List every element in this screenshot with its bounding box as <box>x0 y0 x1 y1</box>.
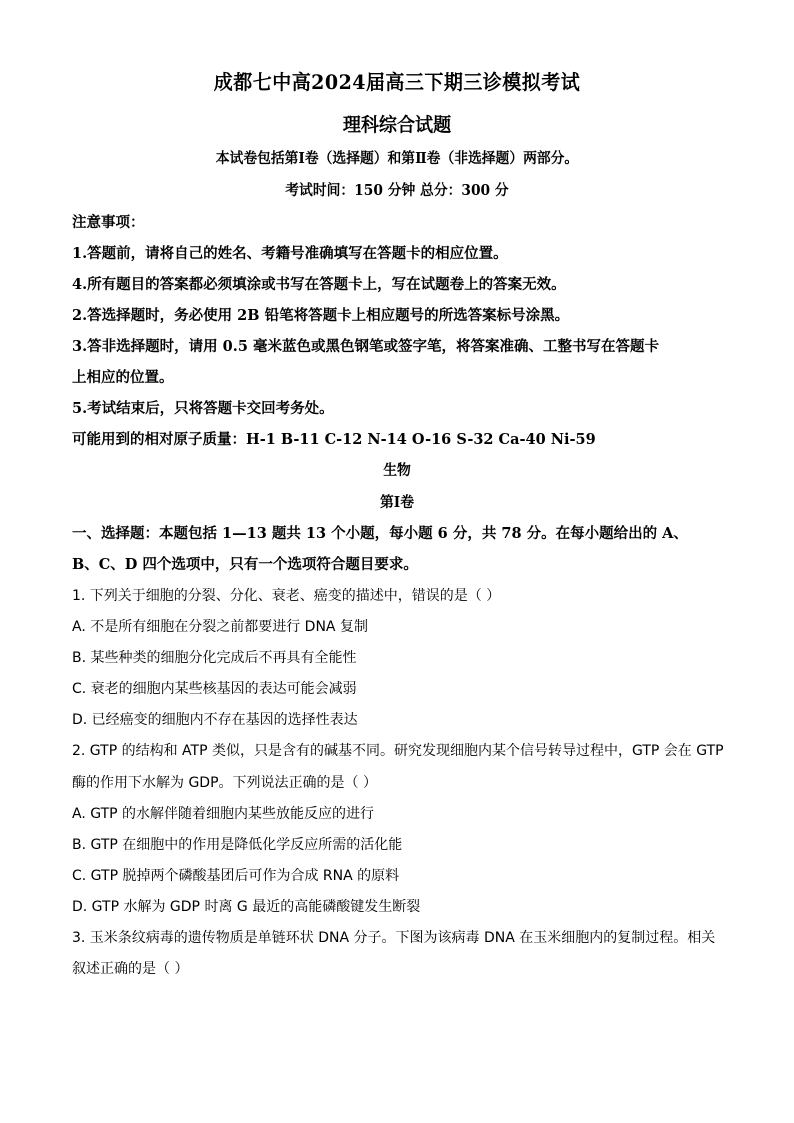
note-item-continued: 上相应的位置。 <box>72 369 174 386</box>
notes-heading: 注意事项： <box>72 214 145 231</box>
question-2-stem: 2. GTP 的结构和 ATP 类似，只是含有的碱基不同。研究发现细胞内某个信号转导过程中，GTP 会在 GTP <box>72 743 724 759</box>
exam-subtitle: 理科综合试题 <box>342 114 452 136</box>
question-1-stem: 1. 下列关于细胞的分裂、分化、衰老、癌变的描述中，错误的是（ ） <box>72 588 501 604</box>
question-2-option-d: D. GTP 水解为 GDP 时离 G 最近的高能磷酸键发生断裂 <box>72 899 421 915</box>
exam-intro: 本试卷包括第Ⅰ卷（选择题）和第Ⅱ卷（非选择题）两部分。 <box>215 150 579 167</box>
question-2-option-b: B. GTP 在细胞中的作用是降低化学反应所需的活化能 <box>72 837 403 853</box>
atomic-masses: 可能用到的相对原子质量：H-1 B-11 C-12 N-14 O-16 S-32 Ca-40 Ni-59 <box>72 431 596 448</box>
note-item: 5.考试结束后，只将答题卡交回考务处。 <box>72 400 334 417</box>
question-3-stem-continued: 叙述正确的是（ ） <box>72 961 189 977</box>
volume-heading: 第Ⅰ卷 <box>379 494 414 511</box>
subject-heading: 生物 <box>383 462 411 479</box>
exam-title: 成都七中高2024届高三下期三诊模拟考试 <box>213 70 581 94</box>
question-2-option-a: A. GTP 的水解伴随着细胞内某些放能反应的进行 <box>72 806 375 822</box>
note-item: 2.答选择题时，务必使用 2B 铅笔将答题卡上相应题号的所选答案标号涂黑。 <box>72 307 570 324</box>
question-2-stem-continued: 酶的作用下水解为 GDP。下列说法正确的是（ ） <box>72 775 377 791</box>
section-instructions: 一、选择题：本题包括 1—13 题共 13 个小题，每小题 6 分，共 78 分。在每小题给出的 A、 <box>72 525 688 542</box>
question-1-option-b: B. 某些种类的细胞分化完成后不再具有全能性 <box>72 650 357 666</box>
question-1-option-d: D. 已经癌变的细胞内不存在基因的选择性表达 <box>72 712 358 728</box>
question-3-stem: 3. 玉米条纹病毒的遗传物质是单链环状 DNA 分子。下图为该病毒 DNA 在玉米细胞内的复制过程。相关 <box>72 930 716 946</box>
question-2-option-c: C. GTP 脱掉两个磷酸基团后可作为合成 RNA 的原料 <box>72 868 400 884</box>
section-instructions-continued: B、C、D 四个选项中，只有一个选项符合题目要求。 <box>72 556 418 573</box>
exam-time-score: 考试时间：150 分钟 总分：300 分 <box>285 182 509 199</box>
question-1-option-a: A. 不是所有细胞在分裂之前都要进行 DNA 复制 <box>72 619 368 635</box>
question-1-option-c: C. 衰老的细胞内某些核基因的表达可能会减弱 <box>72 681 357 697</box>
note-item: 3.答非选择题时，请用 0.5 毫米蓝色或黑色钢笔或签字笔，将答案准确、工整书写在答题卡 <box>72 338 659 355</box>
note-item: 4.所有题目的答案都必须填涂或书写在答题卡上，写在试题卷上的答案无效。 <box>72 276 566 293</box>
note-item: 1.答题前，请将自己的姓名、考籍号准确填写在答题卡的相应位置。 <box>72 245 508 262</box>
